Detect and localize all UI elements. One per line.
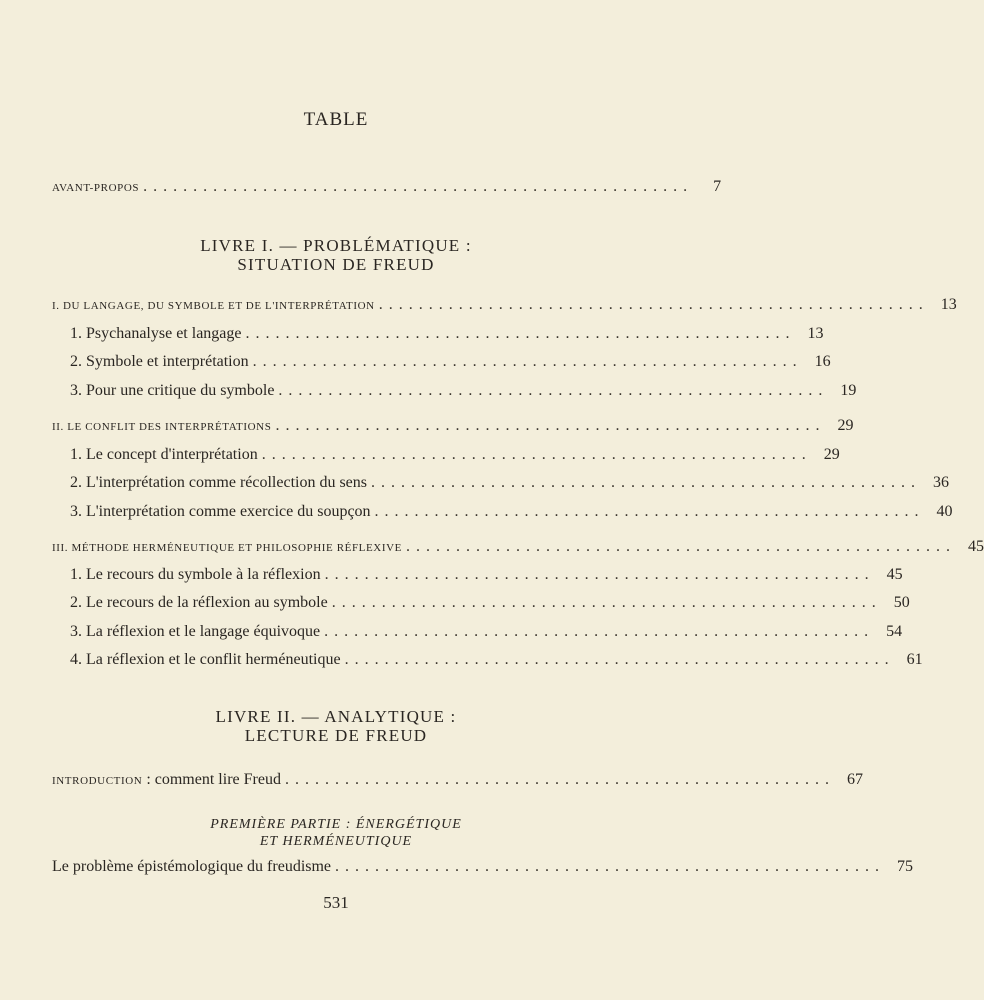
leader-dots: ....................................................... <box>261 446 812 463</box>
leader-dots: ....................................................... <box>143 178 694 195</box>
leader-dots: ....................................................... <box>245 325 796 342</box>
toc-entry-label: 1. Psychanalyse et langage <box>70 325 242 342</box>
toc-page-number: 16 <box>814 353 831 370</box>
folio-page-number: 531 <box>323 893 349 912</box>
toc-page-number: 13 <box>940 296 957 313</box>
partie-heading <box>0 816 672 850</box>
toc-entry-chapitre[interactable] <box>52 858 914 882</box>
toc-page-number: 50 <box>893 594 910 611</box>
leader-dots: ....................................................... <box>335 858 886 875</box>
toc-section-label: I. DU LANGAGE, DU SYMBOLE ET DE L'INTERPRÉTATION <box>52 300 375 312</box>
toc-section-label: II. LE CONFLIT DES INTERPRÉTATIONS <box>52 421 272 433</box>
toc-page-number: 7 <box>713 178 722 195</box>
toc-entry[interactable] <box>70 623 903 647</box>
toc-section-3[interactable] <box>52 538 984 562</box>
leader-dots: ....................................................... <box>405 538 956 555</box>
toc-entry-avant-propos[interactable] <box>52 178 722 202</box>
toc-entry-label: 3. L'interprétation comme exercice du soupçon <box>70 503 371 520</box>
toc-page-number: 19 <box>840 382 857 399</box>
toc-entry[interactable] <box>70 594 910 618</box>
toc-page-number: 45 <box>886 566 903 583</box>
toc-entry[interactable] <box>70 566 903 590</box>
leader-dots: ....................................................... <box>275 417 826 434</box>
leader-dots: ....................................................... <box>324 566 875 583</box>
toc-page-number: 13 <box>807 325 824 342</box>
toc-entry-label: 3. La réflexion et le langage équivoque <box>70 623 321 640</box>
leader-dots: ....................................................... <box>252 353 803 370</box>
toc-entry[interactable] <box>70 446 840 470</box>
leader-dots: ....................................................... <box>371 474 922 491</box>
toc-entry-label: 2. Symbole et interprétation <box>70 353 249 370</box>
toc-page-number: 45 <box>967 538 984 555</box>
introduction-label-rest: : comment lire Freud <box>142 771 281 788</box>
toc-section-1[interactable] <box>52 296 957 320</box>
toc-page-number: 54 <box>886 623 903 640</box>
leader-dots: ....................................................... <box>378 296 929 313</box>
toc-entry-label: 4. La réflexion et le conflit herméneutique <box>70 651 341 668</box>
toc-page-number: 36 <box>933 474 950 491</box>
toc-entry-label <box>52 771 281 789</box>
page-title: TABLE <box>303 109 369 130</box>
toc-entry-introduction[interactable] <box>52 771 863 795</box>
toc-entry[interactable] <box>70 651 923 675</box>
toc-section-2[interactable] <box>52 417 854 441</box>
livre-2-title-line1: LIVRE II. — ANALYTIQUE : <box>215 707 457 726</box>
toc-entry-label: 2. Le recours de la réflexion au symbole <box>70 594 328 611</box>
leader-dots: ....................................................... <box>278 382 829 399</box>
leader-dots: ....................................................... <box>374 503 925 520</box>
partie-title-line1: PREMIÈRE PARTIE : ÉNERGÉTIQUE <box>210 817 462 832</box>
toc-page-number: 75 <box>897 858 914 875</box>
leader-dots: ....................................................... <box>331 594 882 611</box>
toc-entry[interactable] <box>70 503 953 527</box>
toc-page-number: 40 <box>936 503 953 520</box>
toc-entry[interactable] <box>70 474 950 498</box>
toc-entry-label: Le problème épistémologique du freudisme <box>52 858 332 875</box>
livre-1-title-line1: LIVRE I. — PROBLÉMATIQUE : <box>200 236 472 255</box>
introduction-label-sc: INTRODUCTION <box>52 775 143 787</box>
toc-entry-label: AVANT-PROPOS <box>52 182 140 194</box>
livre-2-heading <box>0 707 672 745</box>
toc-section-label: III. MÉTHODE HERMÉNEUTIQUE ET PHILOSOPHIE RÉFLEXIVE <box>52 542 402 554</box>
toc-entry-label: 2. L'interprétation comme récollection du sens <box>70 474 368 491</box>
partie-title-line2: ET HERMÉNEUTIQUE <box>259 834 413 849</box>
toc-entry[interactable] <box>70 353 831 377</box>
livre-2-title-line2: LECTURE DE FREUD <box>244 726 428 745</box>
livre-1-heading <box>0 236 672 274</box>
toc-entry-label: 1. Le concept d'interprétation <box>70 446 258 463</box>
leader-dots: ....................................................... <box>344 651 895 668</box>
toc-entry-label: 3. Pour une critique du symbole <box>70 382 275 399</box>
toc-entry[interactable] <box>70 325 824 349</box>
toc-entry-label: 1. Le recours du symbole à la réflexion <box>70 566 321 583</box>
leader-dots: ....................................................... <box>324 623 875 640</box>
toc-entry[interactable] <box>70 382 857 406</box>
toc-page-number: 29 <box>837 417 854 434</box>
toc-page-number: 29 <box>823 446 840 463</box>
livre-1-title-line2: SITUATION DE FREUD <box>237 255 435 274</box>
toc-page-number: 67 <box>846 771 863 788</box>
toc-page-number: 61 <box>906 651 923 668</box>
leader-dots: ....................................................... <box>284 771 835 788</box>
